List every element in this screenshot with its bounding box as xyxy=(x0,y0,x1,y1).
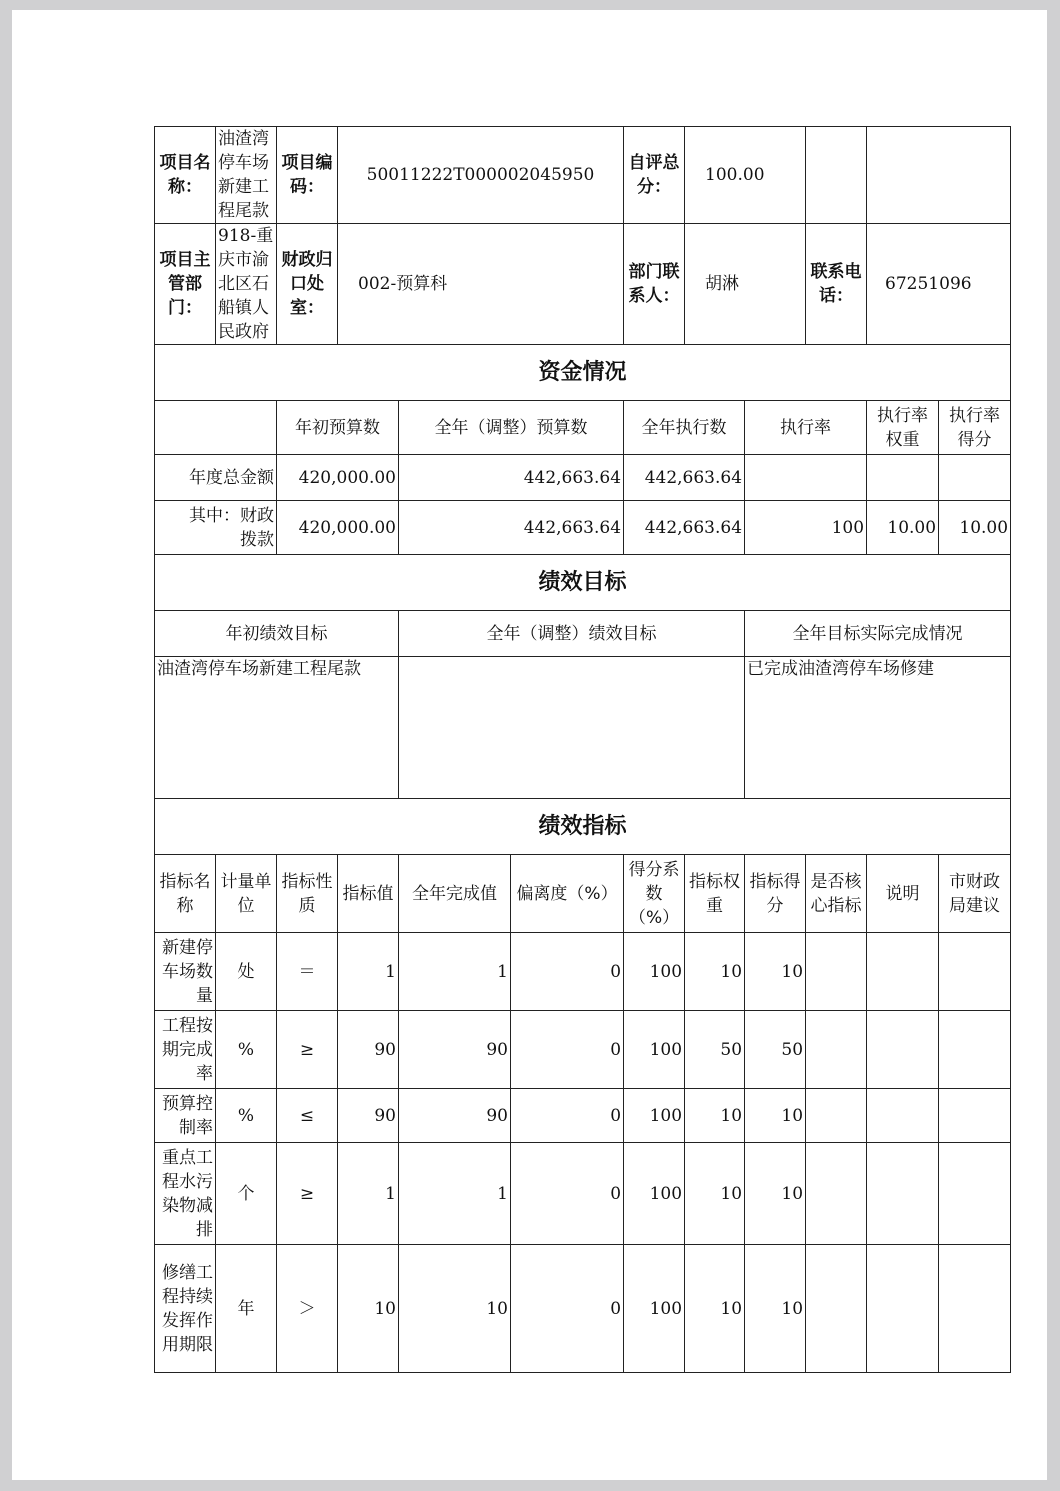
ind-coef: 100 xyxy=(624,1089,685,1143)
funds-col-initial: 年初预算数 xyxy=(277,401,399,455)
ind-note xyxy=(867,1143,939,1245)
indicator-row xyxy=(155,933,1011,1011)
funds-title-row xyxy=(155,345,1011,401)
goals-col-initial: 年初绩效目标 xyxy=(155,611,399,657)
ind-score: 50 xyxy=(745,1011,806,1089)
contact-label: 部门联系人： xyxy=(624,224,685,345)
goals-adjusted xyxy=(399,657,745,799)
funds-adjusted: 442,663.64 xyxy=(399,501,624,555)
ind-col-coef: 得分系数（%） xyxy=(624,855,685,933)
goals-actual: 已完成油渣湾停车场修建 xyxy=(745,657,1011,799)
ind-core xyxy=(806,933,867,1011)
ind-unit: 年 xyxy=(216,1245,277,1373)
ind-done: 10 xyxy=(399,1245,511,1373)
funds-row-label: 其中：财政拨款 xyxy=(155,501,277,555)
goals-content-row xyxy=(155,657,1011,799)
ind-deviation: 0 xyxy=(511,1089,624,1143)
ind-done: 90 xyxy=(399,1089,511,1143)
ind-deviation: 0 xyxy=(511,933,624,1011)
ind-advice xyxy=(939,1011,1011,1089)
funds-weight: 10.00 xyxy=(867,501,939,555)
funds-executed: 442,663.64 xyxy=(624,455,745,501)
goals-col-actual: 全年目标实际完成情况 xyxy=(745,611,1011,657)
ind-value: 90 xyxy=(338,1011,399,1089)
ind-name: 工程按期完成率 xyxy=(155,1011,216,1089)
self-score-value: 100.00 xyxy=(685,127,806,224)
ind-coef: 100 xyxy=(624,1245,685,1373)
performance-evaluation-table xyxy=(154,126,1011,1373)
ind-note xyxy=(867,1245,939,1373)
ind-weight: 10 xyxy=(685,1245,745,1373)
indicator-row xyxy=(155,1089,1011,1143)
ind-deviation: 0 xyxy=(511,1245,624,1373)
funds-executed: 442,663.64 xyxy=(624,501,745,555)
ind-done: 1 xyxy=(399,933,511,1011)
ind-col-deviation: 偏离度（%） xyxy=(511,855,624,933)
ind-note xyxy=(867,933,939,1011)
funds-col-rate: 执行率 xyxy=(745,401,867,455)
finance-office-value: 002-预算科 xyxy=(338,224,624,345)
funds-row-label: 年度总金额 xyxy=(155,455,277,501)
funds-rate xyxy=(745,455,867,501)
ind-done: 1 xyxy=(399,1143,511,1245)
ind-core xyxy=(806,1143,867,1245)
ind-unit: 处 xyxy=(216,933,277,1011)
ind-name: 预算控制率 xyxy=(155,1089,216,1143)
indicator-row xyxy=(155,1245,1011,1373)
ind-core xyxy=(806,1089,867,1143)
header-row-2 xyxy=(155,224,1011,345)
finance-office-label: 财政归口处室： xyxy=(277,224,338,345)
ind-value: 10 xyxy=(338,1245,399,1373)
header-row-1 xyxy=(155,127,1011,224)
ind-col-unit: 计量单位 xyxy=(216,855,277,933)
self-score-label: 自评总分： xyxy=(624,127,685,224)
ind-nature: ≥ xyxy=(277,1143,338,1245)
funds-col-adjusted: 全年（调整）预算数 xyxy=(399,401,624,455)
funds-col-weight: 执行率权重 xyxy=(867,401,939,455)
ind-done: 90 xyxy=(399,1011,511,1089)
project-name-label: 项目名称： xyxy=(155,127,216,224)
ind-advice xyxy=(939,1089,1011,1143)
ind-weight: 10 xyxy=(685,933,745,1011)
dept-value: 918-重庆市渝北区石船镇人民政府 xyxy=(216,224,277,345)
ind-core xyxy=(806,1011,867,1089)
ind-score: 10 xyxy=(745,1143,806,1245)
ind-score: 10 xyxy=(745,1089,806,1143)
funds-initial: 420,000.00 xyxy=(277,455,399,501)
ind-advice xyxy=(939,933,1011,1011)
funds-initial: 420,000.00 xyxy=(277,501,399,555)
ind-col-score: 指标得分 xyxy=(745,855,806,933)
phone-value: 67251096 xyxy=(867,224,1011,345)
ind-col-value: 指标值 xyxy=(338,855,399,933)
ind-nature: ≥ xyxy=(277,1011,338,1089)
goals-section-title: 绩效目标 xyxy=(155,555,1011,611)
funds-section-title: 资金情况 xyxy=(155,345,1011,401)
indicators-section-title: 绩效指标 xyxy=(155,799,1011,855)
goals-col-adjusted: 全年（调整）绩效目标 xyxy=(399,611,745,657)
project-code-label: 项目编码： xyxy=(277,127,338,224)
ind-name: 修缮工程持续发挥作用期限 xyxy=(155,1245,216,1373)
ind-nature: ＞ xyxy=(277,1245,338,1373)
indicator-row xyxy=(155,1143,1011,1245)
ind-deviation: 0 xyxy=(511,1011,624,1089)
ind-value: 1 xyxy=(338,1143,399,1245)
ind-value: 1 xyxy=(338,933,399,1011)
ind-weight: 50 xyxy=(685,1011,745,1089)
funds-adjusted: 442,663.64 xyxy=(399,455,624,501)
funds-score xyxy=(939,455,1011,501)
ind-unit: 个 xyxy=(216,1143,277,1245)
funds-rate: 100 xyxy=(745,501,867,555)
ind-weight: 10 xyxy=(685,1089,745,1143)
ind-deviation: 0 xyxy=(511,1143,624,1245)
funds-header-row xyxy=(155,401,1011,455)
indicator-row xyxy=(155,1011,1011,1089)
ind-advice xyxy=(939,1245,1011,1373)
funds-score: 10.00 xyxy=(939,501,1011,555)
goals-header-row xyxy=(155,611,1011,657)
ind-nature: ＝ xyxy=(277,933,338,1011)
funds-row-fiscal xyxy=(155,501,1011,555)
ind-col-done: 全年完成值 xyxy=(399,855,511,933)
dept-label: 项目主管部门： xyxy=(155,224,216,345)
funds-weight xyxy=(867,455,939,501)
ind-coef: 100 xyxy=(624,1143,685,1245)
ind-col-note: 说明 xyxy=(867,855,939,933)
ind-note xyxy=(867,1089,939,1143)
empty-cell xyxy=(155,401,277,455)
ind-score: 10 xyxy=(745,933,806,1011)
empty-cell xyxy=(806,127,867,224)
ind-weight: 10 xyxy=(685,1143,745,1245)
ind-name: 重点工程水污染物减排 xyxy=(155,1143,216,1245)
ind-value: 90 xyxy=(338,1089,399,1143)
ind-col-weight: 指标权重 xyxy=(685,855,745,933)
indicators-title-row xyxy=(155,799,1011,855)
ind-unit: % xyxy=(216,1011,277,1089)
contact-value: 胡淋 xyxy=(685,224,806,345)
ind-note xyxy=(867,1011,939,1089)
empty-cell xyxy=(867,127,1011,224)
funds-col-executed: 全年执行数 xyxy=(624,401,745,455)
ind-name: 新建停车场数量 xyxy=(155,933,216,1011)
ind-unit: % xyxy=(216,1089,277,1143)
ind-coef: 100 xyxy=(624,933,685,1011)
indicators-header-row xyxy=(155,855,1011,933)
goals-initial: 油渣湾停车场新建工程尾款 xyxy=(155,657,399,799)
ind-col-core: 是否核心指标 xyxy=(806,855,867,933)
phone-label: 联系电话： xyxy=(806,224,867,345)
ind-advice xyxy=(939,1143,1011,1245)
ind-col-name: 指标名称 xyxy=(155,855,216,933)
project-code-value: 50011222T000002045950 xyxy=(338,127,624,224)
funds-col-score: 执行率得分 xyxy=(939,401,1011,455)
ind-nature: ≤ xyxy=(277,1089,338,1143)
ind-col-nature: 指标性质 xyxy=(277,855,338,933)
funds-row-total xyxy=(155,455,1011,501)
goals-title-row xyxy=(155,555,1011,611)
ind-core xyxy=(806,1245,867,1373)
project-name-value: 油渣湾停车场新建工程尾款 xyxy=(216,127,277,224)
ind-col-advice: 市财政局建议 xyxy=(939,855,1011,933)
ind-score: 10 xyxy=(745,1245,806,1373)
ind-coef: 100 xyxy=(624,1011,685,1089)
